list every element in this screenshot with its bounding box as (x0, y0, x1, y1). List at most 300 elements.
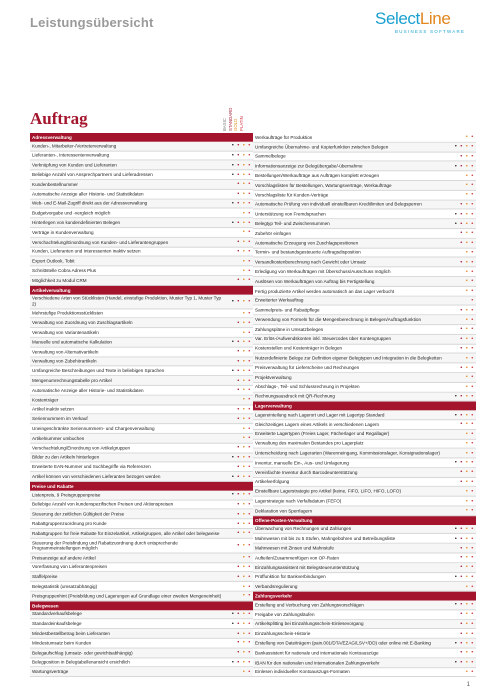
feature-row (30, 582, 253, 592)
availability-dot-icon: • (248, 200, 251, 207)
availability-dot-icon: • (231, 339, 234, 346)
tier-availability (230, 277, 252, 283)
availability-dot-icon: • (471, 535, 474, 542)
tier-availability (453, 288, 475, 294)
feature-label: Offene-Posten-Verwaltung (255, 517, 313, 523)
availability-dot-icon: • (471, 172, 474, 179)
availability-dot-icon: • (465, 211, 468, 218)
availability-dot-icon: • (471, 659, 474, 666)
feature-row (30, 510, 253, 520)
availability-dot-icon: • (248, 620, 251, 627)
availability-dot-icon: • (460, 469, 463, 476)
availability-dot-icon: • (465, 649, 468, 656)
availability-dot-icon: • (460, 307, 463, 314)
tier-availability (453, 384, 475, 390)
feature-label: Artikel können von verschiedenen Lieferanten bezogen werden (32, 474, 161, 479)
feature-label: Standardeinkaufsbelege (32, 621, 82, 627)
tier-availability (230, 426, 252, 432)
availability-dot-icon: • (465, 191, 468, 198)
tier-availability (453, 584, 475, 590)
availability-dot-icon: • (471, 211, 474, 218)
feature-label: Lagerverwaltung (255, 403, 292, 409)
feature-row (30, 266, 253, 276)
availability-dot-icon: • (248, 406, 251, 413)
feature-row (30, 610, 253, 620)
feature-label: Artikelnummer umbuchen (32, 435, 85, 441)
availability-dot-icon: • (237, 501, 240, 508)
availability-dot-icon: • (471, 630, 474, 637)
availability-dot-icon: • (465, 583, 468, 590)
availability-dot-icon: • (471, 307, 474, 314)
feature-label: Bilder zu den Artikeln hinterlegen (32, 454, 100, 460)
feature-label: Lieferanten-, Interessentenverwaltung (32, 152, 110, 158)
feature-label: Kostenträger (32, 397, 59, 403)
feature-label: Vorschlagsliste für Kunden-Verträge (255, 192, 329, 198)
availability-dot-icon: • (465, 288, 468, 294)
feature-label: Lagereinteilung nach Lagerort und Lager mit Lagertyp Standard (255, 412, 385, 418)
feature-row (253, 468, 476, 478)
tier-availability (453, 450, 475, 456)
feature-row (253, 573, 476, 583)
section-title: Auftrag (30, 109, 88, 128)
logo-wordmark: SelectLine (375, 9, 451, 28)
feature-label: Standardverkaufsbelege (32, 611, 82, 617)
availability-dot-icon: • (460, 564, 463, 571)
feature-row (30, 199, 253, 209)
feature-row (253, 668, 476, 678)
feature-label: Einzahlungsschein-Historie (255, 631, 311, 637)
availability-dot-icon: • (237, 542, 240, 549)
availability-dot-icon: • (454, 659, 457, 666)
availability-dot-icon: • (465, 554, 468, 561)
feature-row (30, 190, 253, 200)
tier-availability (453, 412, 475, 418)
availability-dot-icon: • (460, 621, 463, 628)
feature-row (253, 229, 476, 239)
availability-dot-icon: • (454, 393, 457, 400)
availability-dot-icon: • (454, 411, 457, 418)
tier-availability (453, 230, 475, 236)
availability-dot-icon: • (242, 277, 245, 284)
tier-availability (453, 479, 475, 485)
feature-label: Artikelsplitting bei Einzahlungsschein-Einlesevorgang (255, 621, 364, 627)
tier-availability (230, 143, 252, 149)
availability-dot-icon: • (460, 163, 463, 170)
availability-dot-icon: • (237, 454, 240, 461)
availability-dot-icon: • (460, 153, 463, 160)
feature-row (253, 200, 476, 210)
feature-row (30, 539, 253, 554)
availability-dot-icon: • (248, 142, 251, 149)
availability-dot-icon: • (242, 554, 245, 561)
availability-dot-icon: • (242, 620, 245, 627)
feature-row (30, 170, 253, 180)
availability-dot-icon: • (465, 307, 468, 314)
feature-label: Budgetvorgabe und -vergleich möglich (32, 210, 111, 216)
availability-dot-icon: • (231, 171, 234, 178)
availability-dot-icon: • (465, 669, 468, 676)
availability-dot-icon: • (248, 564, 251, 571)
availability-dot-icon: • (242, 640, 245, 647)
feature-label: Adressverwaltung (32, 134, 72, 140)
availability-dot-icon: • (248, 368, 251, 374)
tier-availability (230, 464, 252, 470)
availability-dot-icon: • (242, 190, 245, 197)
feature-row (253, 191, 476, 201)
feature-row (30, 519, 253, 529)
feature-row (30, 491, 253, 501)
availability-dot-icon: • (471, 326, 474, 333)
tier-availability (453, 469, 475, 475)
feature-label: Überwachung von Rechnungen und Zahlungen (255, 526, 352, 532)
availability-dot-icon: • (248, 162, 251, 169)
availability-dot-icon: • (242, 181, 245, 188)
availability-dot-icon: • (248, 258, 251, 265)
feature-row (30, 218, 253, 228)
availability-dot-icon: • (248, 435, 251, 442)
tier-availability (453, 640, 475, 646)
feature-row (253, 554, 476, 564)
feature-row (253, 363, 476, 373)
availability-dot-icon: • (465, 526, 468, 532)
availability-dot-icon: • (471, 526, 474, 532)
tier-availability (453, 182, 475, 188)
availability-dot-icon: • (231, 200, 234, 207)
tier-availability (230, 378, 252, 384)
tier-availability (230, 220, 252, 226)
availability-dot-icon: • (460, 611, 463, 618)
feature-row (30, 415, 253, 425)
tier-availability (453, 144, 475, 150)
feature-row (253, 649, 476, 659)
tier-availability (453, 421, 475, 427)
availability-dot-icon: • (237, 406, 240, 413)
tier-availability (230, 387, 252, 393)
tier-availability (230, 368, 252, 374)
availability-dot-icon: • (248, 511, 251, 518)
feature-label: Steuerung der Preisfindung und Rabattzuordnung durch entsprechende Programmeinstellungen möglich (32, 540, 178, 551)
feature-row (30, 357, 253, 367)
feature-row (253, 277, 476, 287)
availability-dot-icon: • (242, 219, 245, 226)
availability-dot-icon: • (471, 201, 474, 208)
feature-label: Rechnungsausdruck mit QR-Rechnung (255, 393, 335, 399)
availability-dot-icon: • (471, 554, 474, 561)
availability-dot-icon: • (460, 479, 463, 485)
availability-dot-icon: • (465, 336, 468, 342)
feature-label: Umfangreiche Übernahme- und Kopierfunktion zwischen Belegen (255, 144, 389, 150)
availability-dot-icon: • (237, 377, 240, 384)
availability-dot-icon: • (248, 339, 251, 346)
availability-dot-icon: • (231, 611, 234, 618)
feature-label: Unterstützung von Fremdsprachen (255, 211, 326, 217)
availability-dot-icon: • (242, 396, 245, 403)
availability-dot-icon: • (248, 501, 251, 508)
availability-dot-icon: • (460, 640, 463, 647)
feature-label: Möglichkeit zu Modul CRM (32, 277, 87, 283)
availability-dot-icon: • (465, 163, 468, 170)
availability-dot-icon: • (471, 297, 474, 304)
availability-dot-icon: • (465, 355, 468, 362)
feature-row (30, 592, 253, 602)
availability-dot-icon: • (460, 230, 463, 237)
availability-dot-icon: • (460, 364, 463, 371)
availability-dot-icon: • (454, 640, 457, 647)
availability-dot-icon: • (248, 593, 251, 600)
availability-dot-icon: • (242, 593, 245, 600)
availability-dot-icon: • (460, 545, 463, 552)
feature-label: Artikelverwaltung (32, 287, 71, 293)
feature-label: Rabattgruppen für freie Rabatte für Einzelartikel, Artikelgruppen, alle Artikel oder belegweise (32, 530, 220, 536)
feature-row (253, 335, 476, 345)
feature-label: Prüffunktion für Bankverbindungen (255, 574, 326, 580)
tier-availability (453, 394, 475, 400)
availability-dot-icon: • (248, 649, 251, 656)
availability-dot-icon: • (465, 507, 468, 514)
availability-dot-icon: • (460, 630, 463, 637)
tier-availability (453, 621, 475, 627)
availability-dot-icon: • (248, 444, 251, 451)
availability-dot-icon: • (242, 573, 245, 580)
feature-label: Listenpreis, 9 Preisgruppenpreise (32, 492, 101, 498)
availability-dot-icon: • (465, 545, 468, 552)
feature-row (30, 347, 253, 357)
feature-label: Umfangreiche Beschreibungen und Texte in beliebigen Sprachen (32, 368, 165, 374)
feature-row (253, 143, 476, 153)
feature-label: Erweiterter Werkauftrag (255, 297, 304, 303)
availability-dot-icon: • (471, 450, 474, 457)
availability-dot-icon: • (465, 469, 468, 476)
feature-row (30, 386, 253, 396)
document-title: Leistungsübersicht (30, 15, 154, 30)
availability-dot-icon: • (465, 249, 468, 256)
feature-label: Vorschlagslisten für Bestellungen, Wartungsverträge, Werkaufträge (255, 182, 392, 188)
feature-label: Bestellungen/Werkaufträge aus Aufträgen komplett erzeugen (255, 173, 380, 179)
feature-row (253, 306, 476, 316)
category-header (30, 286, 253, 295)
feature-label: Mindestumsatz beim Kunden (32, 640, 92, 646)
availability-dot-icon: • (471, 507, 474, 514)
tier-availability (230, 445, 252, 451)
feature-row (253, 620, 476, 630)
availability-dot-icon: • (471, 384, 474, 390)
feature-label: Abschlags-, Teil- und Schlussrechnung in Projekten (255, 384, 360, 390)
tier-availability (453, 669, 475, 675)
availability-dot-icon: • (248, 377, 251, 384)
feature-label: Sammelpreis- und Rabattpflege (255, 307, 320, 313)
feature-label: Web- und E-Mail-Zugriff direkt aus der Adressverwaltung (32, 200, 148, 206)
availability-dot-icon: • (460, 345, 463, 352)
tier-availability (453, 545, 475, 551)
logo-tagline: BUSINESS SOFTWARE (395, 29, 466, 34)
tier-availability (453, 441, 475, 447)
availability-dot-icon: • (465, 640, 468, 647)
feature-row (253, 601, 476, 611)
feature-label: Projektverwaltung (255, 374, 292, 380)
feature-row (253, 171, 476, 181)
availability-dot-icon: • (242, 649, 245, 656)
tier-availability (230, 191, 252, 197)
tier-availability (453, 221, 475, 227)
availability-dot-icon: • (465, 345, 468, 352)
tier-availability (453, 508, 475, 514)
tier-availability (230, 574, 252, 580)
availability-dot-icon: • (242, 142, 245, 149)
availability-dot-icon: • (465, 564, 468, 571)
availability-dot-icon: • (471, 459, 474, 466)
availability-dot-icon: • (465, 172, 468, 179)
availability-dot-icon: • (248, 348, 251, 355)
tier-availability (453, 326, 475, 332)
tier-availability (230, 310, 252, 316)
feature-row (253, 152, 476, 162)
tier-availability (453, 650, 475, 656)
availability-dot-icon: • (237, 530, 240, 537)
feature-label: Mindestbestellbetrag beim Lieferanten (32, 630, 110, 636)
tier-availability (453, 163, 475, 169)
feature-row (30, 376, 253, 386)
tier-availability (230, 659, 252, 665)
feature-label: Seriennummern im Verkauf (32, 416, 88, 422)
availability-dot-icon: • (237, 277, 240, 284)
availability-dot-icon: • (460, 535, 463, 542)
category-header (253, 516, 476, 525)
tier-availability (230, 298, 252, 304)
feature-row (30, 257, 253, 267)
availability-dot-icon: • (231, 298, 234, 305)
feature-label: Beliebige Anzahl von Ansprechpartnern und Lieferadressen (32, 172, 153, 178)
availability-dot-icon: • (471, 259, 474, 266)
tier-availability (453, 660, 475, 666)
feature-label: Verknüpfung von Kunden und Lieferanten (32, 162, 117, 168)
availability-dot-icon: • (460, 211, 463, 218)
availability-dot-icon: • (242, 416, 245, 422)
availability-dot-icon: • (242, 511, 245, 518)
tier-availability (230, 530, 252, 536)
feature-row (30, 276, 253, 286)
availability-dot-icon: • (242, 520, 245, 527)
availability-dot-icon: • (248, 668, 251, 675)
feature-label: Vereinfachte Inventur durch Barcodeunterstützung (255, 469, 358, 475)
feature-row (30, 620, 253, 630)
tier-availability (230, 640, 252, 646)
availability-dot-icon: • (237, 298, 240, 305)
availability-dot-icon: • (237, 511, 240, 518)
availability-dot-icon: • (242, 473, 245, 480)
feature-row (30, 367, 253, 377)
availability-dot-icon: • (465, 459, 468, 466)
feature-row (30, 309, 253, 319)
tier-availability (453, 269, 475, 275)
availability-dot-icon: • (460, 239, 463, 246)
tier-availability (453, 211, 475, 217)
feature-label: Manuelle und automatische Kalkulation (32, 339, 112, 345)
feature-label: Var. Erlös-/Aufwendskonten inkl. Steuercodes über Kontengruppen (255, 336, 392, 342)
availability-dot-icon: • (460, 574, 463, 581)
feature-label: Verwaltung von Variantenartikeln (32, 330, 99, 335)
availability-dot-icon: • (465, 431, 468, 437)
availability-dot-icon: • (471, 431, 474, 437)
tier-availability (453, 526, 475, 532)
availability-dot-icon: • (248, 171, 251, 178)
availability-dot-icon: • (237, 520, 240, 527)
availability-dot-icon: • (248, 298, 251, 305)
availability-dot-icon: • (237, 659, 240, 666)
feature-row (30, 405, 253, 415)
feature-row (30, 424, 253, 434)
availability-dot-icon: • (237, 200, 240, 207)
availability-dot-icon: • (471, 574, 474, 581)
availability-dot-icon: • (460, 659, 463, 666)
availability-dot-icon: • (242, 298, 245, 305)
availability-dot-icon: • (471, 583, 474, 590)
feature-label: Erstellung und Verbuchung von Zahlungsvorschlägen (255, 602, 364, 608)
availability-dot-icon: • (471, 564, 474, 571)
feature-label: Zahlungspläne in Umsatzbelegen (255, 326, 324, 332)
availability-dot-icon: • (248, 425, 251, 432)
feature-label: Fertig produzierte Artikel werden automatisch an das Lager verbucht (255, 288, 395, 294)
availability-dot-icon: • (242, 200, 245, 207)
availability-dot-icon: • (248, 239, 251, 245)
availability-dot-icon: • (471, 374, 474, 381)
availability-dot-icon: • (471, 469, 474, 476)
availability-dot-icon: • (471, 601, 474, 608)
availability-dot-icon: • (471, 182, 474, 189)
category-header (30, 601, 253, 610)
availability-dot-icon: • (460, 411, 463, 418)
tier-availability (230, 650, 252, 656)
tier-availability (453, 565, 475, 571)
availability-dot-icon: • (242, 583, 245, 590)
feature-label: Auslösen von Werkaufträgen von Auftrag bis Fertigstellung (255, 278, 375, 284)
availability-dot-icon: • (242, 630, 245, 637)
availability-dot-icon: • (248, 464, 251, 470)
availability-dot-icon: • (242, 501, 245, 508)
feature-row (30, 338, 253, 348)
availability-dot-icon: • (242, 310, 245, 317)
availability-dot-icon: • (465, 611, 468, 618)
tier-availability (230, 555, 252, 561)
availability-dot-icon: • (242, 239, 245, 245)
feature-label: Automatische Anzeige aller Historie- und Statistikdaten (32, 387, 144, 393)
feature-table-right (253, 133, 476, 677)
feature-row (30, 529, 253, 539)
tier-availability (453, 307, 475, 313)
feature-label: Belegaufschlag (umsatz- oder gewichtsabhängig) (32, 650, 133, 656)
tier-availability (453, 631, 475, 637)
availability-dot-icon: • (248, 520, 251, 527)
tier-availability (230, 201, 252, 207)
availability-dot-icon: • (248, 387, 251, 394)
availability-dot-icon: • (242, 542, 245, 549)
availability-dot-icon: • (454, 535, 457, 542)
tier-availability (230, 454, 252, 460)
availability-dot-icon: • (471, 249, 474, 256)
feature-row (253, 133, 476, 143)
feature-label: Vorerfassung von Lieferantenpreisen (32, 564, 108, 570)
feature-label: Belegstatistik (umsatzabhängig) (32, 583, 98, 589)
availability-dot-icon: • (465, 268, 468, 275)
availability-dot-icon: • (242, 659, 245, 666)
tier-availability (230, 502, 252, 508)
feature-row (253, 267, 476, 277)
availability-dot-icon: • (248, 210, 251, 217)
availability-dot-icon: • (242, 464, 245, 470)
availability-dot-icon: • (471, 440, 474, 447)
feature-row (253, 325, 476, 335)
tier-availability (453, 355, 475, 361)
feature-label: IBAN für den nationalen und internationalen Zahlungsverkehr (255, 659, 380, 665)
